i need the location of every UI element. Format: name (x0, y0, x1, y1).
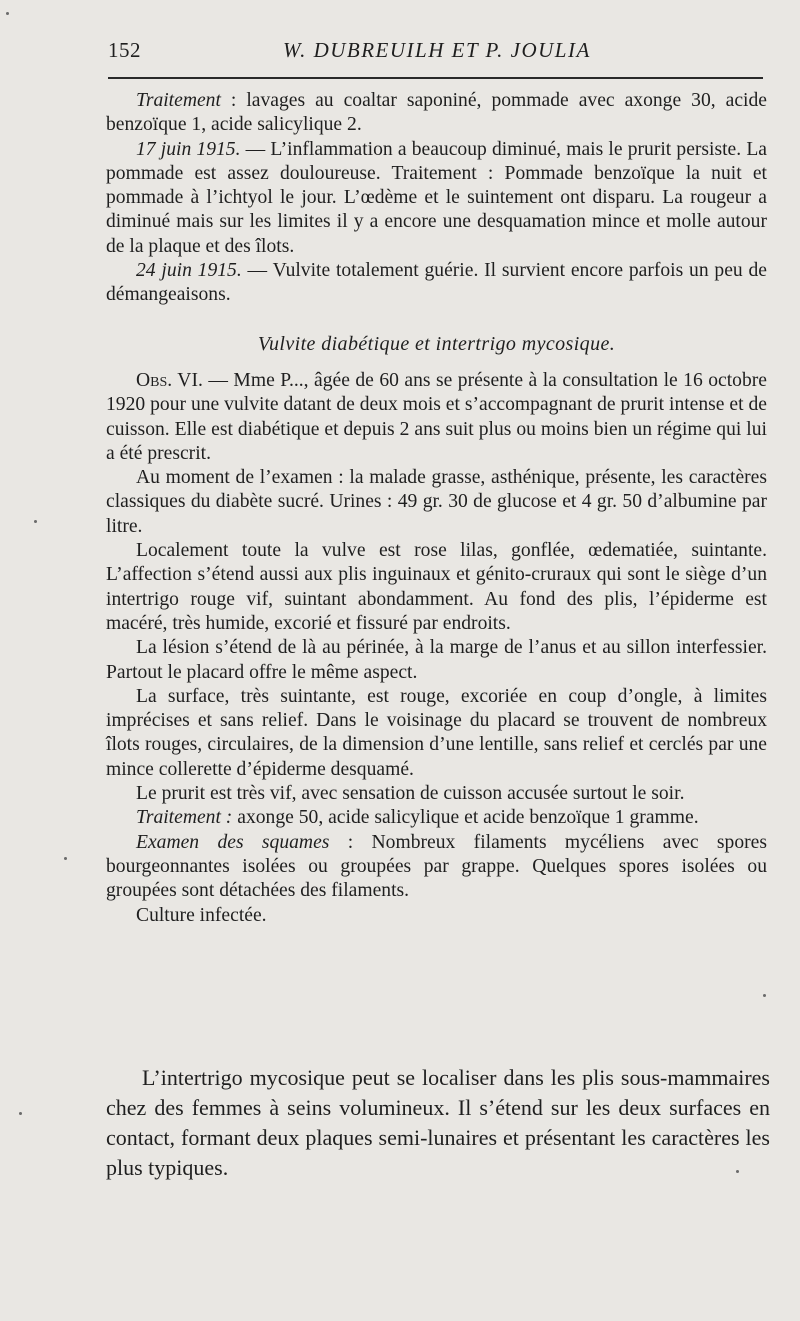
obs-paragraph-prurit: Le prurit est très vif, avec sensation de cuisson accusée surtout le soir. (136, 783, 685, 805)
paragraph-text: : Nombreux filaments mycéliens avec spores bourgeonnantes isolées ou groupées par grappe. Quelques spores isolées ou groupées sont détachées des filaments. (106, 831, 768, 902)
paragraph-treatment-2 (106, 806, 767, 830)
paragraph-lead: Traitement : (136, 807, 233, 829)
paragraph-culture: Culture infectée. (136, 904, 267, 926)
obs-paragraph-surface: La surface, très suintante, est rouge, excoriée en coup d’ongle, à limites imprécises et sans relief. Dans le voisinage du placard se trouvent de nombreux îlots rouges, circulaires, de la dimension d’une lentille, sans relief et cerclés par une mince collerette d’épiderme desquamé. (106, 685, 767, 780)
paragraph-17-juin (106, 138, 767, 259)
observation-text: — Mme P..., âgée de 60 ans se présente à la consultation le 16 octobre 1920 pour une vulvite datant de deux mois et s’accompagnant de prurit intense et de cuisson. Elle est diabétique et depuis 2 ans suit plus ou moins bien un régime qui lui a été prescrit. (106, 369, 768, 464)
obs-paragraph-local: Localement toute la vulve est rose lilas, gonflée, œdematiée, suintante. L’affection s’étend aussi aux plis inguinaux et génito-cruraux qui sont le siège d’un intertrigo rouge vif, suintant abondamment. Au fond des plis, l’épiderme est macéré, très humide, excorié et fissuré par endroits. (106, 540, 767, 634)
large-paragraph: L’intertrigo mycosique peut se localiser dans les plis sous-mammaires chez des femmes à seins volumineux. Il s’étend sur les deux surfaces en contact, formant deux plaques semi-lunaires et présentant les caractères les plus typiques. (106, 1065, 770, 1180)
paragraph-text: : lavages au coaltar saponiné, pommade avec axonge 30, acide benzoïque 1, acide salicylique 2. (106, 90, 767, 136)
main-text (106, 89, 767, 928)
running-head: W. DUBREUILH ET P. JOULIA (283, 38, 591, 62)
paper-speck (34, 520, 37, 523)
paragraph-24-juin (106, 259, 767, 308)
obs-paragraph-lesion: La lésion s’étend de là au périnée, à la marge de l’anus et au sillon interfessier. Partout le placard offre le même aspect. (106, 637, 767, 683)
paper-speck (6, 12, 9, 15)
paper-speck (19, 1112, 22, 1115)
observation-paragraph (106, 369, 767, 466)
paper-speck (736, 1170, 739, 1173)
paragraph-lead: 24 juin 1915. (136, 260, 242, 282)
page-number: 152 (108, 38, 141, 62)
obs-paragraph-exam: Au moment de l’examen : la malade grasse, asthénique, présente, les caractères classiques du diabète sucré. Urines : 49 gr. 30 de glucose et 4 gr. 50 d’albumine par litre. (106, 467, 767, 537)
paper-speck (763, 994, 766, 997)
paragraph-text: axonge 50, acide salicylique et acide benzoïque 1 gramme. (232, 807, 699, 829)
section-title: Vulvite diabétique et intertrigo mycosique. (257, 332, 616, 355)
paragraph-lead: Examen des squames (136, 831, 330, 853)
header-rule (108, 77, 763, 79)
paragraph-lead: Traitement (136, 90, 221, 111)
paragraph-treatment-1 (106, 89, 767, 138)
large-text-block (106, 1063, 770, 1183)
paragraph-lead: 17 juin 1915. (136, 138, 241, 160)
paragraph-text: — L’inflammation a beaucoup diminué, mais le prurit persiste. La pommade est assez douloureuse. Traitement : Pommade benzoïque la nuit et pommade à l’ichtyol le jour. L’œdème et le suintement ont disparu. La rougeur a diminué mais sur les limites il y a encore une desquamation mince et molle autour de la plaque et des îlots. (106, 138, 767, 257)
paragraph-text: — Vulvite totalement guérie. Il survient encore parfois un peu de démangeaisons. (106, 260, 768, 306)
paragraph-exam-squames (106, 831, 767, 904)
page-header (108, 38, 763, 72)
paper-speck (64, 857, 67, 860)
observation-label: Obs. VI. (136, 369, 203, 391)
